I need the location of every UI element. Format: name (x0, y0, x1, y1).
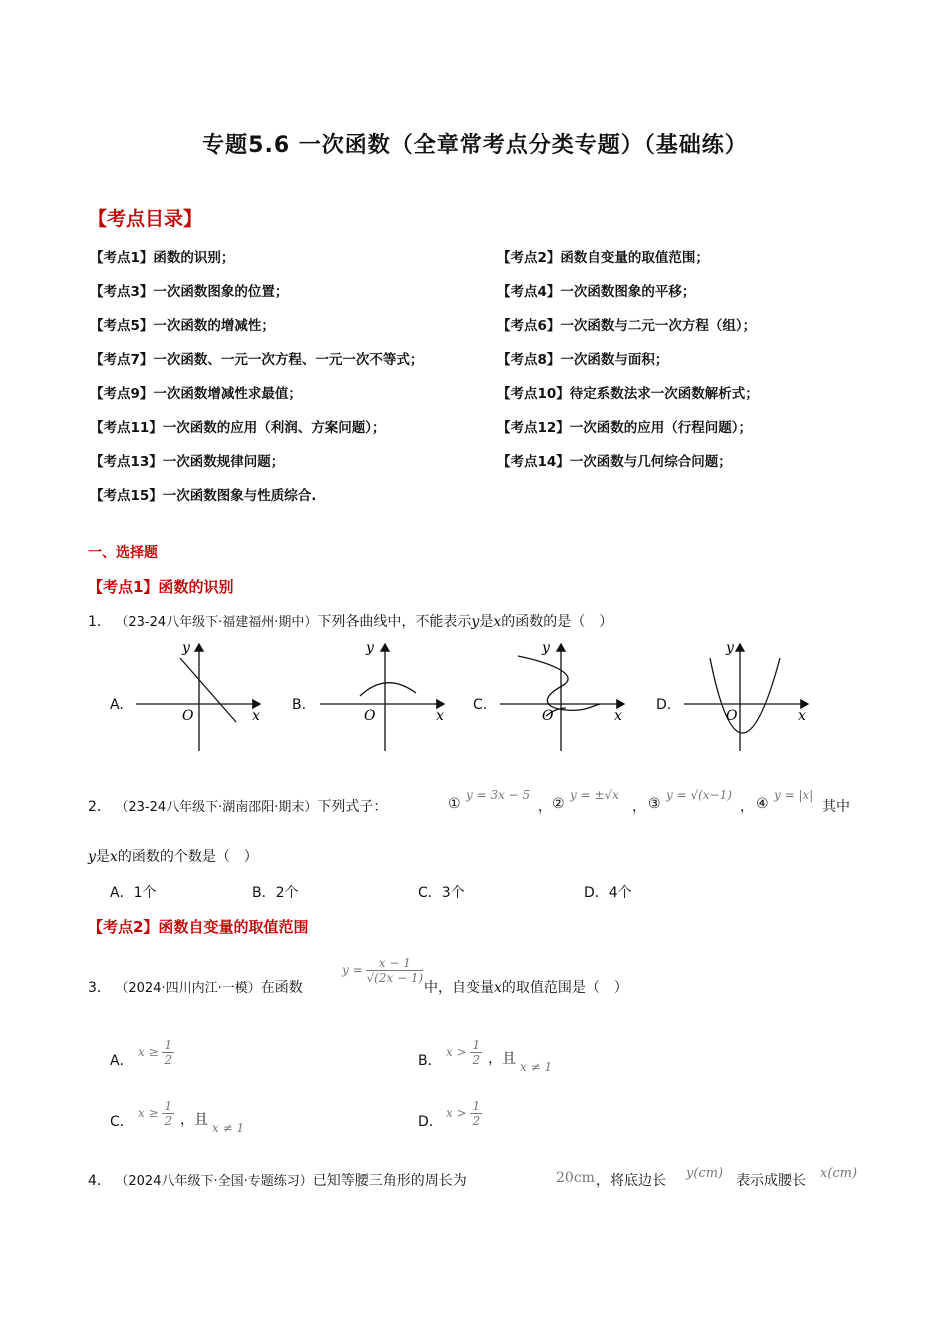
toc-item-10: 【考点10】待定系数法求一次函数解析式； (497, 386, 759, 402)
q2-text4: 的函数的个数是（ ） (117, 849, 258, 865)
label-x: x (798, 708, 806, 724)
q3-option-c-den: 2 (164, 1114, 173, 1128)
q3-option-a-frac (162, 1038, 174, 1067)
q3-option-b-math (446, 1038, 482, 1067)
q3-option-c-label: C． (110, 1114, 134, 1130)
q3-text2-wrap (424, 977, 628, 997)
toc-item-2: 【考点2】函数自变量的取值范围； (497, 250, 709, 266)
q3-option-a-label: A． (110, 1053, 134, 1069)
q2-var-x: x (109, 849, 118, 865)
question-3 (88, 977, 303, 997)
toc-item-1: 【考点1】函数的识别； (90, 250, 235, 266)
question-1 (88, 611, 613, 631)
q2-text3: 是 (95, 849, 110, 865)
question-4 (88, 1170, 467, 1190)
label-x: x (436, 708, 444, 724)
kaodian2-heading: 【考点2】函数自变量的取值范围 (88, 918, 309, 936)
q3-option-a-den: 2 (164, 1053, 173, 1067)
q3-source: （2024·四川内江·一模） (115, 981, 261, 996)
toc-item-11: 【考点11】一次函数的应用（利润、方案问题）； (90, 420, 386, 436)
q3-formula-lhs: y = (342, 963, 363, 977)
q3-option-d[interactable] (418, 1111, 443, 1131)
q1-option-c[interactable]: C. (473, 697, 488, 713)
q3-option-d-rel: x > (446, 1106, 467, 1120)
q3-option-a-num: 1 (164, 1038, 173, 1052)
q3-option-a-rel: x ≥ (138, 1045, 159, 1059)
toc-item-9: 【考点9】一次函数增减性求最值； (90, 386, 302, 402)
label-origin: O (726, 708, 738, 724)
q2-formula-3: y = √(x−1) (666, 788, 732, 802)
toc-item-14: 【考点14】一次函数与几何综合问题； (497, 454, 732, 470)
q3-option-d-frac (470, 1099, 482, 1128)
q2-circle-4: ④ (756, 796, 769, 812)
q3-formula (342, 956, 423, 985)
q3-option-a-math (138, 1038, 174, 1067)
q3-formula-fraction (366, 956, 423, 985)
q4-text3: 表示成腰长 (736, 1173, 806, 1189)
q1-text: 下列各曲线中，不能表示 (317, 614, 472, 630)
q4-x-cm: x(cm) (820, 1166, 858, 1181)
q2-number: 2． (88, 799, 111, 815)
q2-source: （23-24八年级下·湖南邵阳·期末） (115, 800, 318, 815)
q3-option-c[interactable] (110, 1111, 134, 1131)
q3-option-c-num: 1 (164, 1099, 173, 1113)
q1-text2: 是 (479, 614, 494, 630)
q3-option-b-extra: x ≠ 1 (520, 1060, 553, 1074)
label-origin: O (542, 708, 554, 724)
q3-option-b-frac (470, 1038, 482, 1067)
q1-var-x: x (493, 614, 502, 630)
toc-item-6: 【考点6】一次函数与二元一次方程（组）； (497, 318, 757, 334)
q3-option-c-rel: x ≥ (138, 1106, 159, 1120)
q1-option-d[interactable]: D. (656, 697, 672, 713)
label-x: x (614, 708, 622, 724)
q2-line2 (88, 846, 258, 866)
q3-option-d-math (446, 1099, 482, 1128)
curve-s (518, 656, 600, 710)
q3-option-b-label: B． (418, 1053, 442, 1069)
q1-text3: 的函数的是（ ） (501, 614, 614, 630)
q3-option-a[interactable] (110, 1050, 134, 1070)
q2-formula-4: y = |x| (774, 788, 814, 802)
q2-text2: 其中 (822, 799, 850, 815)
curve-parabola (710, 658, 780, 733)
q3-option-b-rel: x > (446, 1045, 467, 1059)
q2-sep-1: ， (538, 799, 552, 815)
q2-formula-2: y = ±√x (570, 788, 619, 802)
q3-option-c-math (138, 1099, 174, 1128)
q1-var-y: y (471, 614, 480, 630)
toc-item-4: 【考点4】一次函数图象的平移； (497, 284, 696, 300)
toc-item-15: 【考点15】一次函数图象与性质综合. (90, 488, 317, 504)
label-y: y (182, 640, 190, 656)
q4-text: 已知等腰三角形的周长为 (312, 1173, 467, 1189)
q3-var-x: x (494, 980, 502, 996)
label-origin: O (182, 708, 194, 724)
q2-var-y: y (88, 849, 96, 865)
q2-circle-1: ① (448, 796, 461, 812)
q2-formula-1: y = 3x − 5 (466, 788, 531, 802)
q2-sep-2: ， (632, 799, 646, 815)
q2-option-b[interactable]: B．2个 (252, 885, 299, 901)
q4-source: （2024八年级下·全国·专题练习） (115, 1174, 313, 1189)
toc-item-5: 【考点5】一次函数的增减性； (90, 318, 275, 334)
q1-graph-c (496, 636, 636, 756)
q4-y-cm: y(cm) (686, 1166, 724, 1181)
q1-option-a[interactable]: A. (110, 697, 124, 713)
q2-sep-3: ， (740, 799, 754, 815)
label-y: y (366, 640, 374, 656)
q2-circle-2: ② (552, 796, 565, 812)
q1-graph-b (316, 636, 456, 756)
q2-text: 下列式子： (317, 799, 388, 815)
curve-arc (360, 683, 416, 696)
kaodian1-heading: 【考点1】函数的识别 (88, 578, 234, 596)
label-y: y (726, 640, 734, 656)
toc-item-8: 【考点8】一次函数与面积； (497, 352, 669, 368)
section-heading: 一、选择题 (88, 545, 158, 561)
q2-option-c[interactable]: C．3个 (418, 885, 465, 901)
q3-option-d-num: 1 (472, 1099, 481, 1113)
q3-number: 3． (88, 980, 111, 996)
toc-item-12: 【考点12】一次函数的应用（行程问题）； (497, 420, 753, 436)
q1-graph-a (132, 636, 272, 756)
question-2 (88, 796, 387, 816)
q3-text3: 的取值范围是（ ） (501, 980, 628, 996)
q3-option-d-den: 2 (472, 1114, 481, 1128)
toc-item-13: 【考点13】一次函数规律问题； (90, 454, 285, 470)
q3-option-b[interactable] (418, 1050, 442, 1070)
q3-option-b-and: ，且 (488, 1051, 516, 1067)
toc-item-7: 【考点7】一次函数、一元一次方程、一元一次不等式； (90, 352, 424, 368)
label-x: x (252, 708, 260, 724)
q3-text: 在函数 (260, 980, 303, 996)
q2-circle-3: ③ (648, 796, 661, 812)
q3-option-c-and: ，且 (180, 1112, 208, 1128)
label-origin: O (364, 708, 376, 724)
q4-number: 4． (88, 1173, 111, 1189)
q3-option-d-label: D． (418, 1114, 443, 1130)
label-y: y (542, 640, 550, 656)
q2-option-a[interactable]: A．1个 (110, 885, 157, 901)
q3-text2: 中，自变量 (424, 980, 494, 996)
q1-option-b[interactable]: B. (292, 697, 307, 713)
q2-option-d[interactable]: D．4个 (584, 885, 632, 901)
toc-heading: 【考点目录】 (88, 208, 203, 230)
toc-item-3: 【考点3】一次函数图象的位置； (90, 284, 289, 300)
q3-option-c-frac (162, 1099, 174, 1128)
q1-number: 1． (88, 614, 111, 630)
q3-formula-den: √(2x − 1) (366, 971, 424, 985)
q3-option-c-extra: x ≠ 1 (212, 1121, 245, 1135)
q1-source: （23-24八年级下·福建福州·期中） (115, 615, 318, 630)
q3-option-b-den: 2 (472, 1053, 481, 1067)
q4-perimeter: 20cm (556, 1170, 595, 1186)
page-title: 专题5.6 一次函数（全章常考点分类专题）（基础练） (202, 133, 748, 158)
q3-option-b-num: 1 (472, 1038, 481, 1052)
q4-text2: ，将底边长 (596, 1173, 666, 1189)
q1-graph-d (680, 636, 820, 756)
q3-formula-num: x − 1 (366, 956, 423, 971)
